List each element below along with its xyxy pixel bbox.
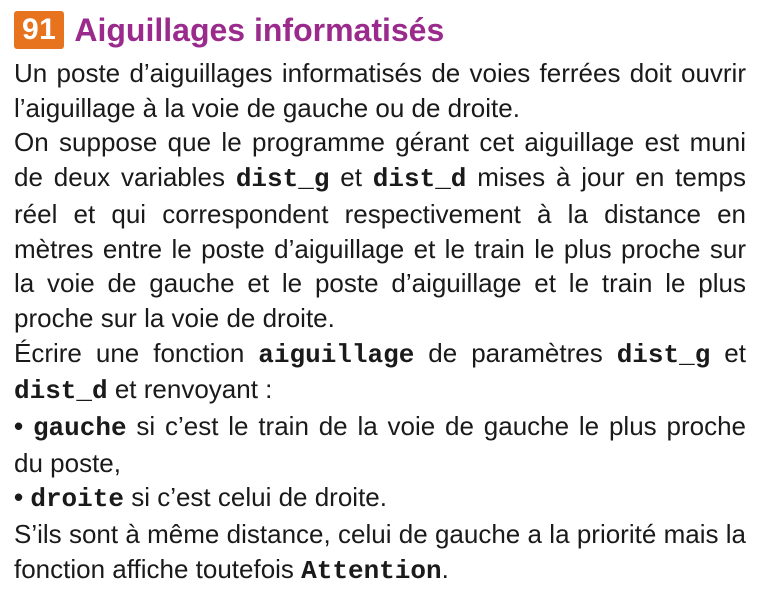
code-droite: droite xyxy=(30,484,124,515)
text-segment: . xyxy=(441,553,449,584)
exercise-page xyxy=(14,8,746,589)
text-segment: mises à jour en temps réel et qui correspondent respectivement à la distance en mètres entre le poste d’aiguillage et le train le plus proche sur la voie de gauche et le poste d’aiguillage et le train le plus proche sur la voie de droite. xyxy=(14,162,746,333)
exercise-number-badge: 91 xyxy=(14,11,64,49)
text-segment: et xyxy=(329,162,373,193)
code-aiguillage: aiguillage xyxy=(258,339,415,370)
bullet-item-droite xyxy=(14,480,746,517)
text-segment: S’ils sont à même distance, celui de gauche a la priorité mais la fonction affiche toutefois xyxy=(14,519,746,584)
text-segment: si c’est celui de droite. xyxy=(123,482,387,513)
text-segment: On suppose que le programme gérant cet aiguillage est muni de deux variables xyxy=(14,127,746,193)
exercise-title: Aiguillages informatisés xyxy=(74,12,445,48)
code-gauche: gauche xyxy=(32,413,127,444)
paragraph-task xyxy=(14,336,746,409)
text-segment: et renvoyant : xyxy=(107,374,273,405)
text-segment: et xyxy=(710,337,746,368)
bullet-icon: • xyxy=(14,482,24,513)
paragraph-intro: Un poste d’aiguillages informatisés de voies ferrées doit ouvrir l’aiguillage à la voie de gauche ou de droite. xyxy=(14,58,746,123)
code-attention: Attention xyxy=(301,555,442,586)
text-segment: Écrire une fonction xyxy=(14,337,259,368)
text-segment: de paramètres xyxy=(414,337,617,368)
exercise-header xyxy=(14,8,746,52)
bullet-icon: • xyxy=(14,411,24,442)
exercise-body xyxy=(14,56,746,589)
code-dist-g: dist_g xyxy=(235,164,330,195)
paragraph-variables xyxy=(14,125,746,335)
paragraph-priority xyxy=(14,517,746,588)
code-dist-d: dist_d xyxy=(14,376,108,407)
code-dist-d: dist_d xyxy=(372,164,467,195)
text-segment: si c’est le train de la voie de gauche le plus proche du poste, xyxy=(14,411,746,478)
code-dist-g: dist_g xyxy=(616,339,711,370)
bullet-item-gauche xyxy=(14,409,746,480)
